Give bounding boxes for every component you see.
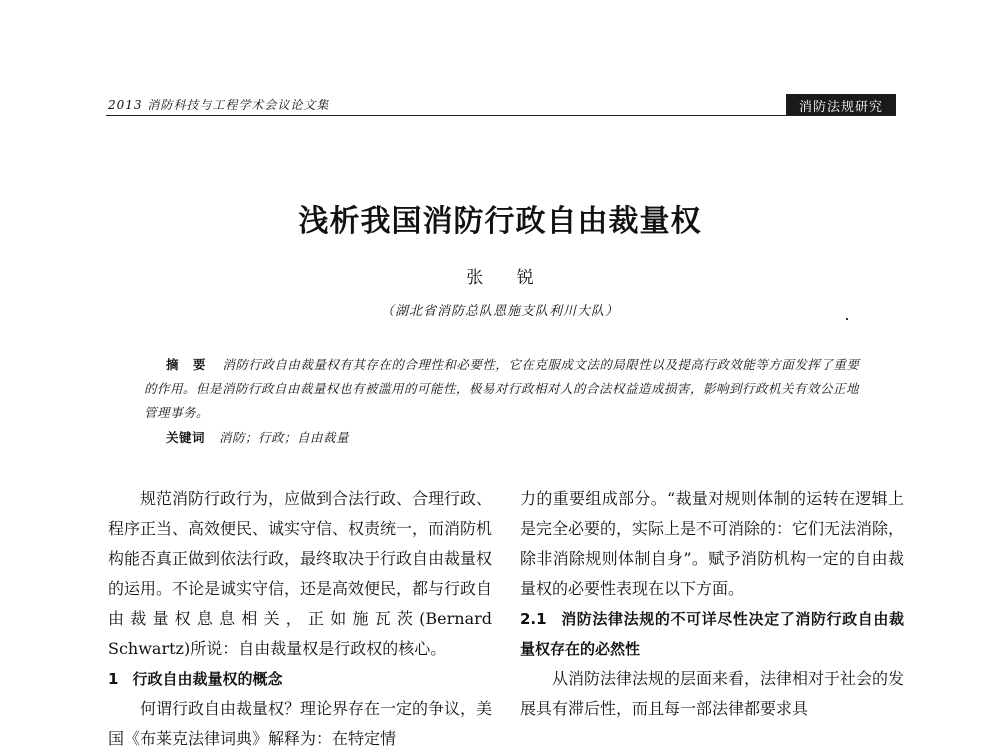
abstract-text: 消防行政自由裁量权有其存在的合理性和必要性，它在克服成文法的局限性以及提高行政效能等方面发挥了重要的作用。但是消防行政自由裁量权也有被滥用的可能性，极易对行政相对人的合法权益造成损害，影响到行政机关有效公正地管理事务。 bbox=[144, 357, 860, 420]
keywords-text: 消防；行政；自由裁量 bbox=[219, 430, 350, 445]
header-rule bbox=[106, 115, 896, 116]
left-column bbox=[108, 484, 492, 754]
keywords bbox=[166, 428, 349, 446]
keywords-label: 关键词 bbox=[166, 430, 206, 445]
section-title: 行政自由裁量权的概念 bbox=[132, 670, 283, 688]
author: 张 锐 bbox=[466, 268, 548, 288]
section-number: 1 bbox=[108, 670, 119, 688]
section-label: 消防法规研究 bbox=[786, 94, 896, 116]
affiliation: （湖北省消防总队恩施支队利川大队） bbox=[380, 304, 619, 319]
body-paragraph: 规范消防行政行为，应做到合法行政、合理行政、程序正当、高效便民、诚实守信、权责统一，而消防机构能否真正做到依法行政，最终取决于行政自由裁量权的运用。不论是诚实守信，还是高效便民，都与行政自由裁量权息息相关，正如施瓦茨(Bernard Schwartz)所说：自由裁量权是行政权的核心。 bbox=[108, 489, 493, 658]
body-paragraph: 从消防法律法规的层面来看，法律相对于社会的发展具有滞后性，而且每一部法律都要求具 bbox=[520, 669, 905, 718]
paper-title: 浅析我国消防行政自由裁量权 bbox=[298, 204, 702, 239]
abstract bbox=[144, 353, 866, 425]
section-heading bbox=[108, 664, 492, 694]
body-paragraph: 力的重要组成部分。“裁量对规则体制的运转在逻辑上是完全必要的，实际上是不可消除的：它们无法消除，除非消除规则体制自身”。赋予消防机构一定的自由裁量权的必要性表现在以下方面。 bbox=[520, 489, 905, 598]
right-column bbox=[520, 484, 904, 724]
section-number: 2.1 bbox=[520, 610, 547, 628]
stray-dot bbox=[846, 318, 848, 320]
abstract-label: 摘 要 bbox=[166, 357, 211, 372]
section-heading bbox=[520, 604, 904, 664]
running-header: 2013 消防科技与工程学术会议论文集 bbox=[108, 98, 330, 112]
section-title: 消防法律法规的不可详尽性决定了消防行政自由裁量权存在的必然性 bbox=[520, 610, 904, 658]
body-paragraph: 何谓行政自由裁量权？理论界存在一定的争议，美国《布莱克法律词典》解释为：在特定情 bbox=[108, 699, 493, 748]
